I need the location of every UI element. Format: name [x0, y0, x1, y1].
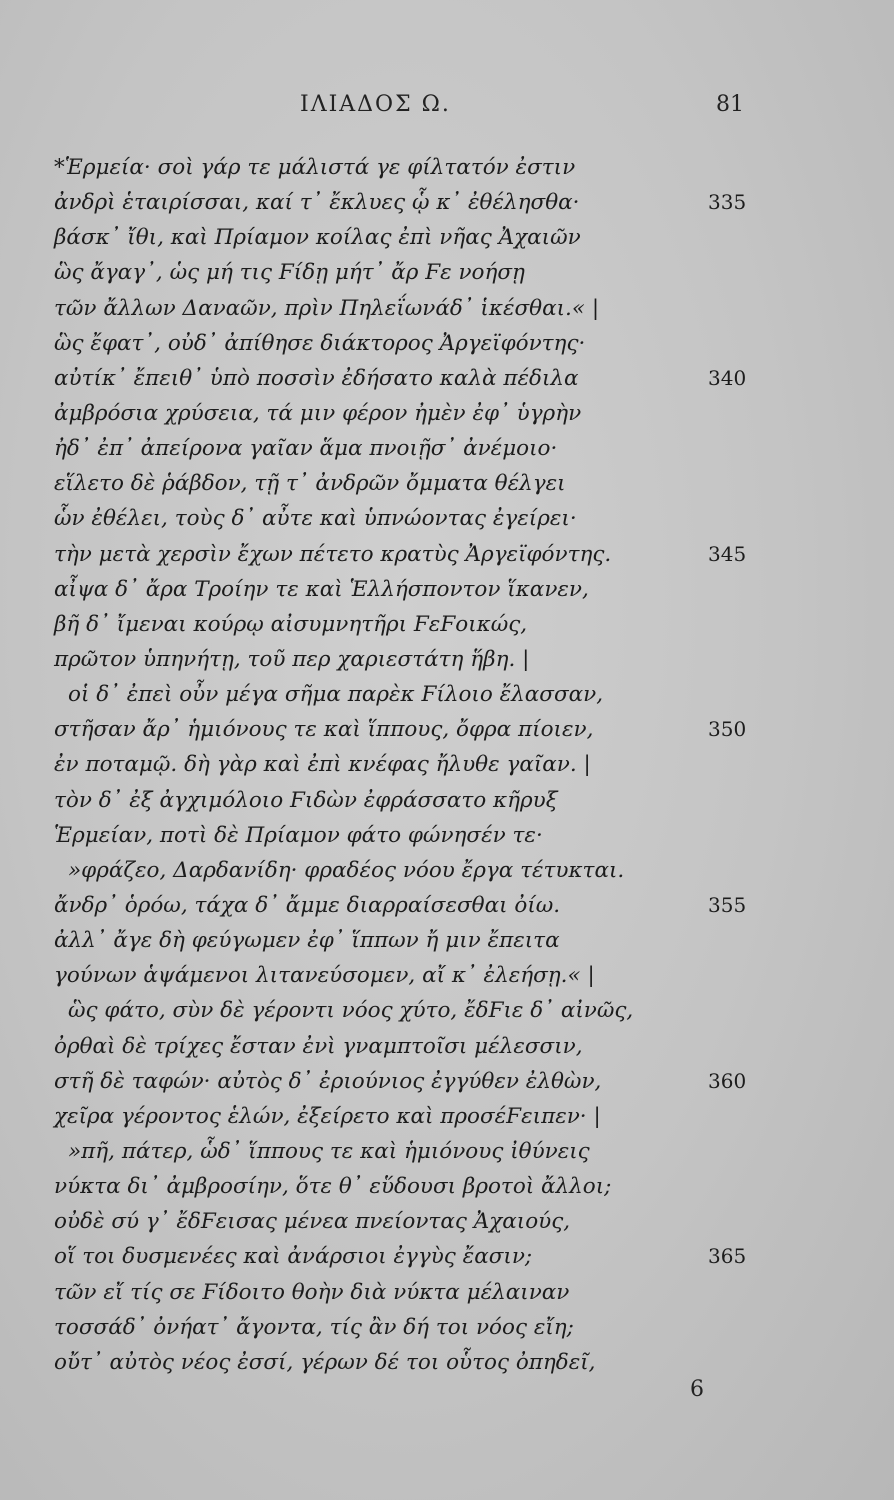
verse-line	[0, 642, 894, 677]
verse-text: ὣς ἄγαγ᾽, ὡς μή τις Ϝίδῃ μήτ᾽ ἄρ Ϝε νοήσῃ	[54, 260, 525, 286]
verse-text: πρῶτον ὑπηνήτῃ, τοῦ περ χαριεστάτη ἥβη. |	[54, 646, 530, 672]
line-number: 360	[708, 1068, 747, 1093]
verse-text: ὣς φάτο, σὺν δὲ γέροντι νόος χύτο, ἔδϜιε δ᾽ αἰνῶς,	[68, 998, 634, 1024]
verse-text: οὐδὲ σύ γ᾽ ἔδϜεισας μένεα πνείοντας Ἀχαιούς,	[54, 1209, 571, 1235]
verse-text: οὔτ᾽ αὐτὸς νέος ἐσσί, γέρων δέ τοι οὗτος ὀπηδεῖ,	[54, 1349, 596, 1375]
line-number: 355	[708, 892, 747, 917]
verse-text: τῶν εἴ τίς σε Ϝίδοιτο θοὴν διὰ νύκτα μέλαιναν	[54, 1279, 570, 1305]
verse-text: ἐν ποταμῷ. δὴ γὰρ καὶ ἐπὶ κνέφας ἤλυθε γαῖαν. |	[54, 752, 591, 778]
verse-text: οἵ τοι δυσμενέες καὶ ἀνάρσιοι ἐγγὺς ἔασιν;	[54, 1244, 533, 1270]
verse-line	[0, 1169, 894, 1204]
verse-line	[0, 572, 894, 607]
verse-text: ἄνδρ᾽ ὁρόω, τάχα δ᾽ ἄμμε διαρραίσεσθαι ὀίω.	[54, 892, 561, 918]
verse-text: τὸν δ᾽ ἐξ ἀγχιμόλοιο Ϝιδὼν ἐφράσσατο κῆρυξ	[54, 787, 558, 813]
verse-text: στῆσαν ἄρ᾽ ἡμιόνους τε καὶ ἵππους, ὄφρα πίοιεν,	[54, 717, 594, 743]
verse-line	[0, 607, 894, 642]
verse-line	[0, 923, 894, 958]
line-number: 350	[708, 717, 747, 742]
line-number: 340	[708, 365, 747, 390]
verse-line	[0, 993, 894, 1028]
verse-text: Ἑρμείαν, ποτὶ δὲ Πρίαμον φάτο φώνησέν τε·	[54, 822, 543, 848]
verse-text: οἱ δ᾽ ἐπεὶ οὖν μέγα σῆμα παρὲκ Ϝίλοιο ἔλασσαν,	[68, 682, 604, 708]
verse-text: ὧν ἐθέλει, τοὺς δ᾽ αὖτε καὶ ὑπνώοντας ἐγείρει·	[54, 506, 577, 532]
running-head-title: ΙΛΙΑΔΟΣ Ω.	[300, 92, 451, 117]
verse-text: ἀνδρὶ ἑταιρίσσαι, καί τ᾽ ἔκλυες ᾧ κ᾽ ἐθέλησθα·	[54, 190, 580, 216]
verse-line	[0, 431, 894, 466]
verse-line	[0, 220, 894, 255]
verse-line	[0, 501, 894, 536]
verse-line	[0, 255, 894, 290]
verse-text: τὴν μετὰ χερσὶν ἔχων πέτετο κρατὺς Ἀργεϊφόντης.	[54, 541, 612, 567]
verse-text: στῆ δὲ ταφών· αὐτὸς δ᾽ ἐριούνιος ἐγγύθεν ἐλθὼν,	[54, 1068, 602, 1094]
verse-text: χεῖρα γέροντος ἑλών, ἐξείρετο καὶ προσέϜειπεν· |	[54, 1103, 601, 1129]
verse-line	[0, 712, 894, 747]
verse-text: βάσκ᾽ ἴθι, καὶ Πρίαμον κοίλας ἐπὶ νῆας Ἀχαιῶν	[54, 225, 581, 251]
verse-line	[0, 747, 894, 782]
verse-line	[0, 326, 894, 361]
line-number: 335	[708, 190, 747, 215]
verse-text: τῶν ἄλλων Δαναῶν, πρὶν Πηλεΐωνάδ᾽ ἱκέσθαι.« |	[54, 295, 600, 321]
signature-mark: 6	[690, 1377, 704, 1402]
verse-text: τοσσάδ᾽ ὀνήατ᾽ ἄγοντα, τίς ἂν δή τοι νόος εἴη;	[54, 1314, 574, 1340]
verse-text: »φράζεο, Δαρδανίδη· φραδέος νόου ἔργα τέτυκται.	[68, 857, 625, 883]
verse-line	[0, 888, 894, 923]
verse-text: »πῆ, πάτερ, ὧδ᾽ ἵππους τε καὶ ἡμιόνους ἰθύνεις	[68, 1138, 590, 1164]
verse-text: ἀμβρόσια χρύσεια, τά μιν φέρον ἠμὲν ἐφ᾽ ὑγρὴν	[54, 400, 582, 426]
line-number: 365	[708, 1244, 747, 1269]
verse-line	[0, 958, 894, 993]
verse-line	[0, 1204, 894, 1239]
verse-line	[0, 150, 894, 185]
verse-line	[0, 853, 894, 888]
verse-text: εἵλετο δὲ ῥάβδον, τῇ τ᾽ ἀνδρῶν ὄμματα θέλγει	[54, 471, 566, 497]
verse-line	[0, 291, 894, 326]
verse-text: ἠδ᾽ ἐπ᾽ ἀπείρονα γαῖαν ἅμα πνοιῇσ᾽ ἀνέμοιο·	[54, 436, 558, 462]
verse-line	[0, 783, 894, 818]
verse-text: ὣς ἔφατ᾽, οὐδ᾽ ἀπίθησε διάκτορος Ἀργεϊφόντης·	[54, 330, 586, 356]
verse-text: ἀλλ᾽ ἄγε δὴ φεύγωμεν ἐφ᾽ ἵππων ἤ μιν ἔπειτα	[54, 928, 560, 954]
verse-block	[0, 150, 894, 1380]
verse-line	[0, 1064, 894, 1099]
verse-line	[0, 466, 894, 501]
verse-line	[0, 1310, 894, 1345]
verse-text: νύκτα δι᾽ ἀμβροσίην, ὅτε θ᾽ εὕδουσι βροτοὶ ἄλλοι;	[54, 1174, 612, 1200]
verse-line	[0, 1099, 894, 1134]
page-number: 81	[716, 92, 744, 117]
verse-line	[0, 537, 894, 572]
verse-line	[0, 1134, 894, 1169]
verse-line	[0, 1239, 894, 1274]
verse-line	[0, 818, 894, 853]
verse-line	[0, 677, 894, 712]
verse-line	[0, 396, 894, 431]
verse-text: *Ἑρμεία· σοὶ γάρ τε μάλιστά γε φίλτατόν ἐστιν	[54, 155, 576, 180]
verse-line	[0, 1345, 894, 1380]
verse-line	[0, 361, 894, 396]
verse-text: αὐτίκ᾽ ἔπειθ᾽ ὑπὸ ποσσὶν ἐδήσατο καλὰ πέδιλα	[54, 365, 579, 391]
verse-text: γούνων ἁψάμενοι λιτανεύσομεν, αἴ κ᾽ ἐλεήσῃ.« |	[54, 963, 595, 989]
verse-text: ὀρθαὶ δὲ τρίχες ἔσταν ἐνὶ γναμπτοῖσι μέλεσσιν,	[54, 1033, 583, 1059]
verse-line	[0, 185, 894, 220]
line-number: 345	[708, 541, 747, 566]
verse-text: αἶψα δ᾽ ἄρα Τροίην τε καὶ Ἑλλήσποντον ἵκανεν,	[54, 576, 589, 602]
verse-line	[0, 1029, 894, 1064]
verse-text: βῆ δ᾽ ἴμεναι κούρῳ αἰσυμνητῆρι ϜεϜοικώς,	[54, 611, 528, 637]
verse-line	[0, 1275, 894, 1310]
